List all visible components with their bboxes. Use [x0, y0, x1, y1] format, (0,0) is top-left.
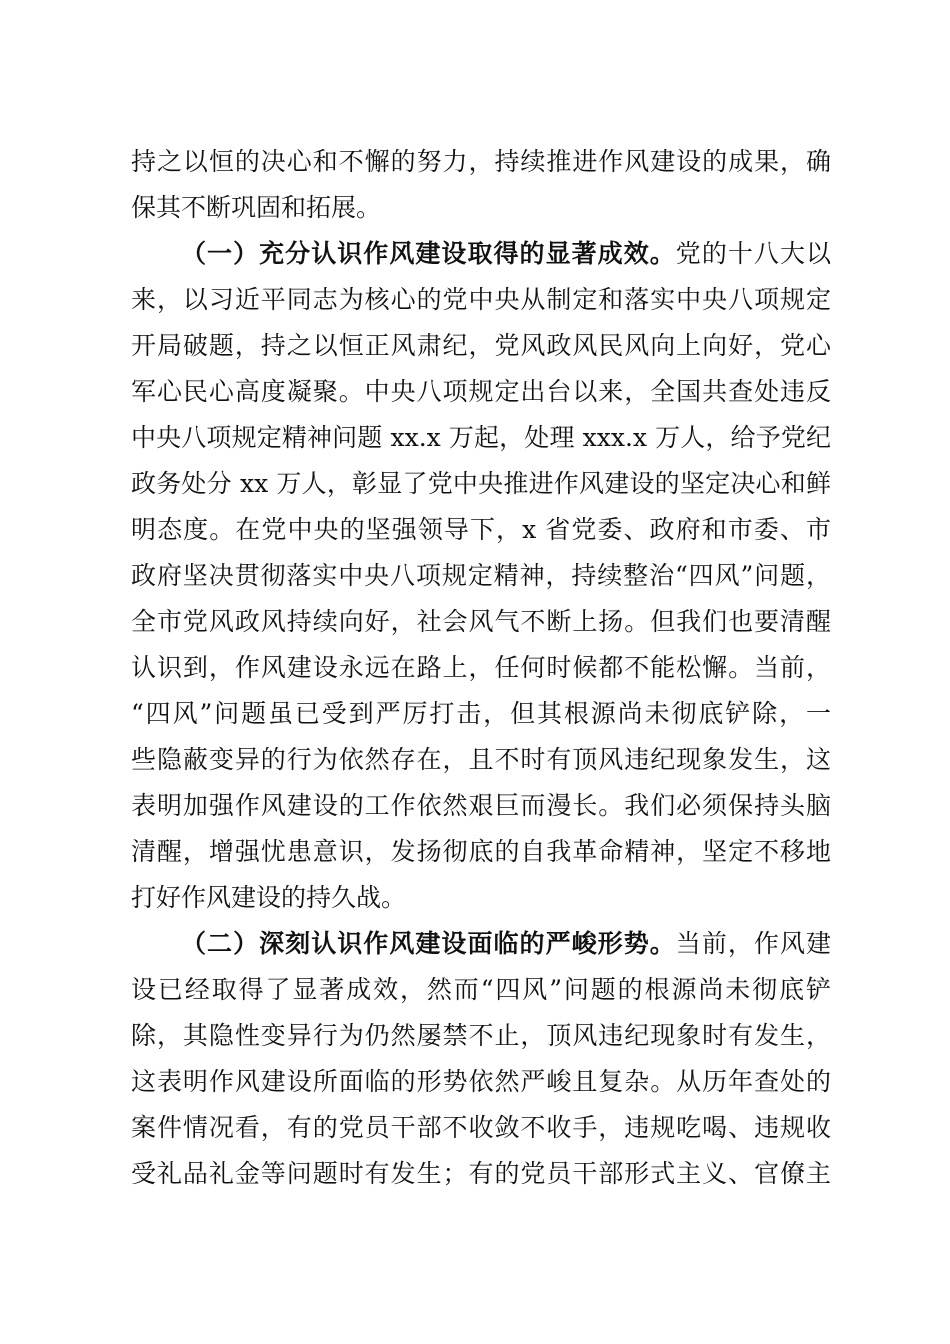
paragraph-line: 除，其隐性变异行为仍然屡禁不止，顶风违纪现象时有发生， [131, 1021, 831, 1050]
section-1-line [181, 234, 831, 274]
paragraph-line: 保其不断巩固和拓展。 [131, 193, 382, 222]
section-2-text: 当前，作风建 [675, 929, 831, 958]
paragraph-line: 打好作风建设的持久战。 [131, 883, 407, 912]
section-2-line [181, 924, 831, 964]
paragraph-line: 受礼品礼金等问题时有发生；有的党员干部形式主义、官僚主 [131, 1159, 831, 1188]
paragraph-line: “四风”问题虽已受到严厉打击，但其根源尚未彻底铲除，一 [131, 699, 831, 728]
paragraph-line: 中央八项规定精神问题 xx.x 万起，处理 xxx.x 万人，给予党纪 [131, 423, 831, 452]
paragraph-line: 持之以恒的决心和不懈的努力，持续推进作风建设的成果，确 [131, 147, 831, 176]
paragraph-line: 开局破题，持之以恒正风肃纪，党风政风民风向上向好，党心 [131, 331, 831, 360]
paragraph-line: 表明加强作风建设的工作依然艰巨而漫长。我们必须保持头脑 [131, 791, 831, 820]
paragraph-line: 来，以习近平同志为核心的党中央从制定和落实中央八项规定 [131, 285, 831, 314]
paragraph-line: 明态度。在党中央的坚强领导下，x 省党委、政府和市委、市 [131, 515, 831, 544]
paragraph-line: 案件情况看，有的党员干部不收敛不收手，违规吃喝、违规收 [131, 1113, 831, 1142]
paragraph-line: 这表明作风建设所面临的形势依然严峻且复杂。从历年查处的 [131, 1067, 831, 1096]
section-1-text: 党的十八大以 [675, 239, 831, 268]
paragraph-line: 军心民心高度凝聚。中央八项规定出台以来，全国共查处违反 [131, 377, 831, 406]
section-2-heading: （二）深刻认识作风建设面临的严峻形势。 [181, 929, 676, 958]
paragraph-line: 全市党风政风持续向好，社会风气不断上扬。但我们也要清醒 [131, 607, 831, 636]
paragraph-line: 政府坚决贯彻落实中央八项规定精神，持续整治“四风”问题， [131, 561, 831, 590]
section-1-heading: （一）充分认识作风建设取得的显著成效。 [181, 239, 676, 268]
paragraph-line: 政务处分 xx 万人，彰显了党中央推进作风建设的坚定决心和鲜 [131, 469, 831, 498]
paragraph-line: 些隐蔽变异的行为依然存在，且不时有顶风违纪现象发生，这 [131, 745, 831, 774]
paragraph-line: 认识到，作风建设永远在路上，任何时候都不能松懈。当前， [131, 653, 831, 682]
paragraph-line: 设已经取得了显著成效，然而“四风”问题的根源尚未彻底铲 [131, 975, 831, 1004]
paragraph-line: 清醒，增强忧患意识，发扬彻底的自我革命精神，坚定不移地 [131, 837, 831, 866]
